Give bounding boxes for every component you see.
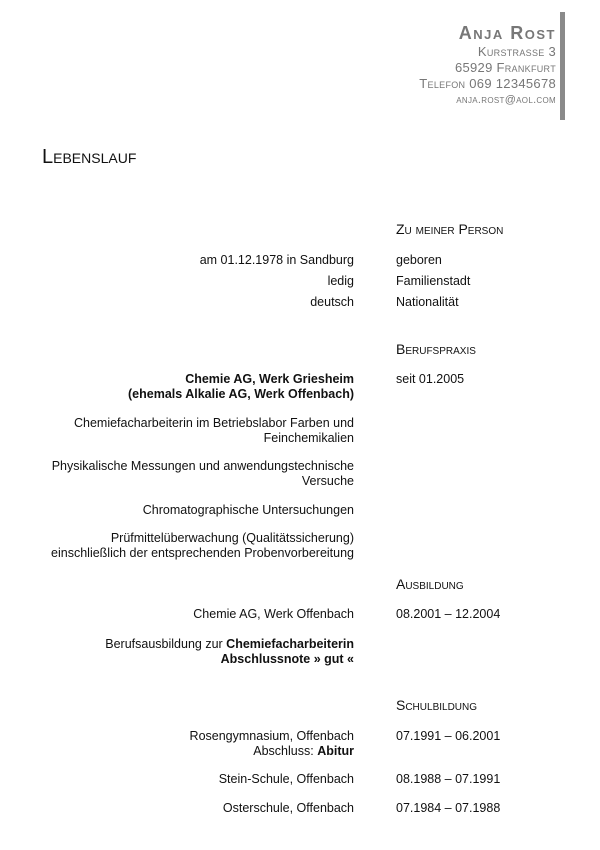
task-item xyxy=(34,459,354,489)
section-heading-beruf: Berufspraxis xyxy=(396,341,476,357)
task-item xyxy=(34,416,354,446)
birth-label: geboren xyxy=(396,253,442,267)
school-3-name: Osterschule, Offenbach xyxy=(222,801,354,815)
task-2-line-1: Physikalische Messungen und anwendungstechnische xyxy=(51,459,354,473)
task-4-line-2: einschließlich der entsprechenden Probenvorbereitung xyxy=(51,546,354,560)
school-2-period: 08.1988 – 07.1991 xyxy=(396,772,501,786)
training-grade: Abschlussnote » gut « xyxy=(220,652,354,666)
task-4-line-1: Prüfmittelüberwachung (Qualitätssicherung) xyxy=(110,531,354,545)
training-place: Chemie AG, Werk Offenbach xyxy=(193,607,354,621)
employer-name xyxy=(34,372,354,402)
task-2-line-2: Versuche xyxy=(301,474,354,488)
section-heading-ausbildung: Ausbildung xyxy=(396,576,464,592)
nationality-label: Nationalität xyxy=(396,295,459,309)
task-item xyxy=(34,531,354,561)
section-heading-person: Zu meiner Person xyxy=(396,221,504,237)
employer-line-2: (ehemals Alkalie AG, Werk Offenbach) xyxy=(128,387,354,401)
street-address: Kurstrasse 3 xyxy=(477,44,556,59)
page-title: Lebenslauf xyxy=(42,146,137,168)
phone-number: Telefon 069 12345678 xyxy=(419,76,556,91)
contact-header xyxy=(419,22,556,108)
school-entry xyxy=(34,729,354,759)
marital-label: Familienstadt xyxy=(396,274,471,288)
city-address: 65929 Frankfurt xyxy=(454,60,556,75)
header-accent-bar xyxy=(560,12,565,120)
school-2-name: Stein-Schule, Offenbach xyxy=(218,772,354,786)
employment-period: seit 01.2005 xyxy=(396,372,465,386)
employer-line-1: Chemie AG, Werk Griesheim xyxy=(185,372,354,386)
applicant-name: Anja Rost xyxy=(458,23,556,43)
training-line-1 xyxy=(34,637,354,652)
marital-value: ledig xyxy=(327,274,354,288)
task-item: Chromatographische Untersuchungen xyxy=(142,503,354,517)
birth-value: am 01.12.1978 in Sandburg xyxy=(199,253,354,267)
school-1-degree-line xyxy=(34,744,354,759)
training-profession: Chemiefacharbeiterin xyxy=(226,637,354,651)
degree-prefix: Abschluss: xyxy=(253,744,318,758)
nationality-value: deutsch xyxy=(310,295,354,309)
school-1-period: 07.1991 – 06.2001 xyxy=(396,729,501,743)
school-3-period: 07.1984 – 07.1988 xyxy=(396,801,501,815)
email-address[interactable]: anja.rost@aol.com xyxy=(456,94,556,106)
section-heading-schule: Schulbildung xyxy=(396,697,478,713)
training-prefix: Berufsausbildung zur xyxy=(105,637,227,651)
training-description xyxy=(34,637,354,667)
task-1-line-1: Chemiefacharbeiterin im Betriebslabor Farben und xyxy=(73,416,354,430)
degree-name: Abitur xyxy=(317,744,354,758)
task-1-line-2: Feinchemikalien xyxy=(263,431,354,445)
training-period: 08.2001 – 12.2004 xyxy=(396,607,501,621)
school-1-name: Rosengymnasium, Offenbach xyxy=(189,729,354,743)
